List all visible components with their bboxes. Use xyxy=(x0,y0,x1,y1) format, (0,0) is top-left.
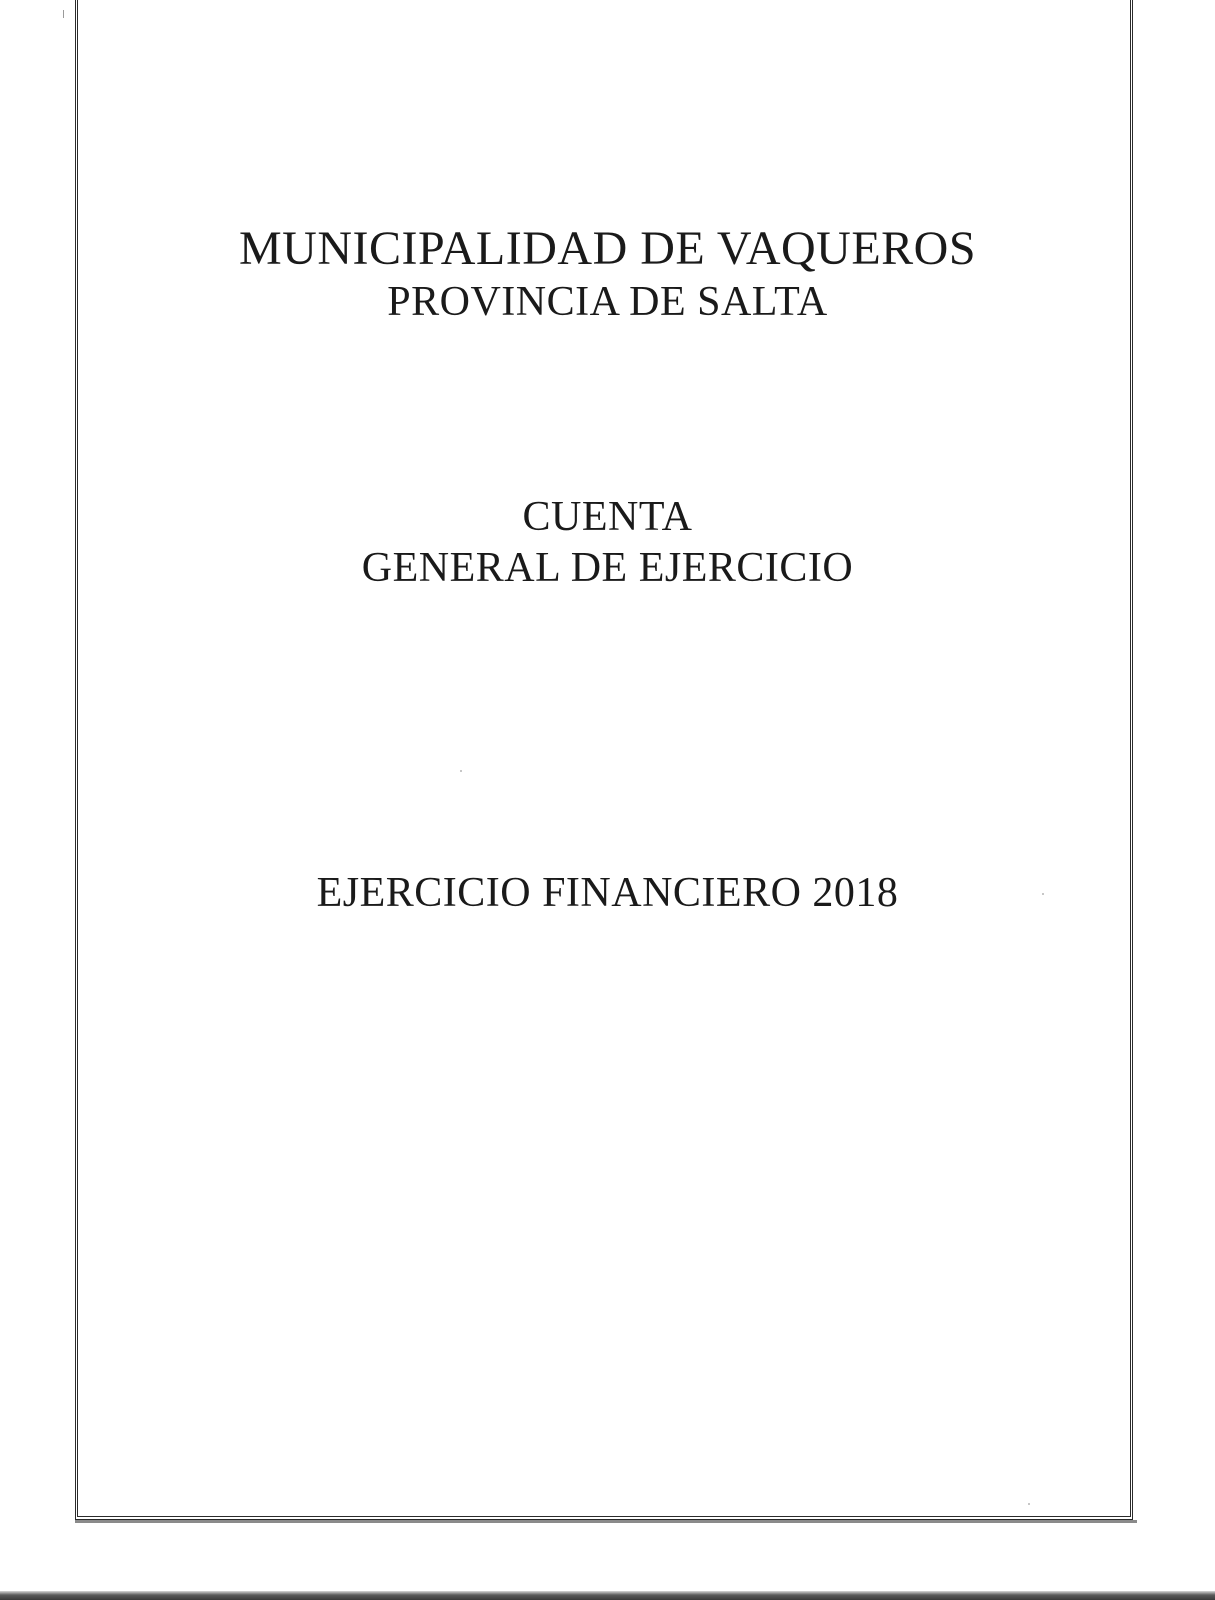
province-title: PROVINCIA DE SALTA xyxy=(387,279,828,325)
scan-dust xyxy=(1028,1503,1030,1505)
scan-bottom-edge xyxy=(0,1591,1215,1600)
subject-line-2: GENERAL DE EJERCICIO xyxy=(361,545,854,591)
municipality-title: MUNICIPALIDAD DE VAQUEROS xyxy=(238,222,977,275)
frame-bottom-shadow xyxy=(75,1520,1137,1523)
financial-year-line: EJERCICIO FINANCIERO 2018 xyxy=(316,870,899,916)
document-heading xyxy=(0,222,1215,328)
document-subject xyxy=(0,492,1215,594)
document-period xyxy=(0,866,1215,920)
scan-mark xyxy=(63,10,67,18)
scan-dust xyxy=(460,770,462,772)
subject-line-1: CUENTA xyxy=(522,494,693,540)
